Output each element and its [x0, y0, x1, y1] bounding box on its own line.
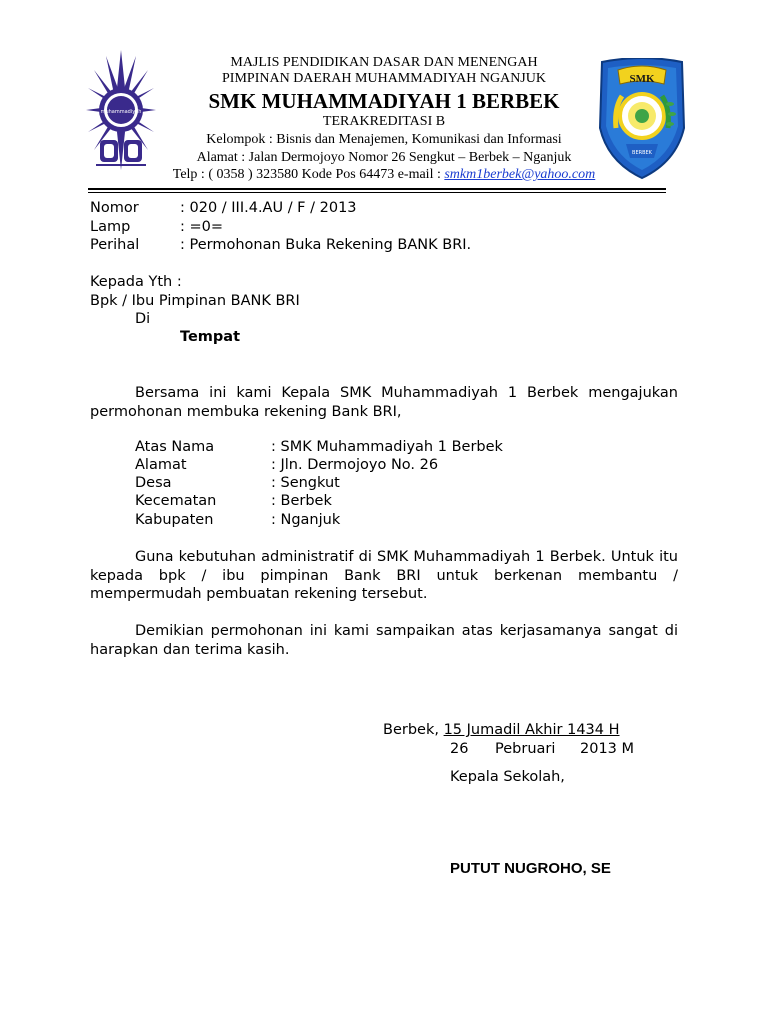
- detail-village-label: Desa: [135, 475, 172, 491]
- school-address: Alamat : Jalan Dermojoyo Nomor 26 Sengkut – Berbek – Nganjuk: [196, 150, 572, 165]
- paragraph-closing: [90, 622, 678, 659]
- detail-district-label: Kecematan: [135, 493, 217, 509]
- school-email-link[interactable]: smkm1berbek@yahoo.com: [444, 167, 596, 182]
- detail-regency-value: : Nganjuk: [271, 512, 341, 528]
- meta-subject-value: : Permohonan Buka Rekening BANK BRI.: [180, 237, 472, 253]
- signature-position: Kepala Sekolah,: [450, 769, 565, 785]
- school-phone: Telp : ( 0358 ) 323580 Kode Pos 64473 e-mail :: [172, 167, 445, 182]
- signature-name: PUTUT NUGROHO, SE: [450, 860, 611, 877]
- paragraph-purpose: [90, 548, 678, 604]
- signature-year: 2013 M: [580, 741, 635, 757]
- meta-attachment-value: : =0=: [180, 219, 224, 235]
- logo-inner-text: muhammadiyah: [100, 109, 142, 115]
- berbek-logo-text: BERBEK: [632, 150, 652, 156]
- school-name: SMK MUHAMMADIYAH 1 BERBEK: [208, 89, 560, 113]
- smk-logo-text: SMK: [629, 73, 655, 85]
- detail-name-value: : SMK Muhammadiyah 1 Berbek: [271, 439, 503, 455]
- signature-place-date: [383, 722, 620, 738]
- paragraph-intro: [90, 384, 678, 421]
- header-divider-thick: [88, 188, 666, 190]
- signature-month: Pebruari: [495, 741, 556, 757]
- recipient-at: Di: [135, 311, 151, 327]
- school-group: Kelompok : Bisnis dan Menajemen, Komunikasi dan Informasi: [206, 132, 562, 147]
- detail-address-value: : Jln. Dermojoyo No. 26: [271, 457, 439, 473]
- detail-village-value: : Sengkut: [271, 475, 340, 491]
- paragraph-purpose-text: Guna kebutuhan administratif di SMK Muhammadiyah 1 Berbek. Untuk itu kepada bpk / ibu pimpinan Bank BRI untuk berkenan membantu / mempermudah pembuatan rekening tersebut.: [90, 549, 678, 602]
- detail-regency-label: Kabupaten: [135, 512, 214, 528]
- detail-address-label: Alamat: [135, 457, 187, 473]
- detail-name-label: Atas Nama: [135, 439, 215, 455]
- meta-number-value: : 020 / III.4.AU / F / 2013: [180, 200, 357, 216]
- letterhead-line2: PIMPINAN DAERAH MUHAMMADIYAH NGANJUK: [222, 71, 546, 86]
- signature-day: 26: [450, 741, 469, 757]
- meta-subject-label: Perihal: [90, 237, 140, 253]
- signature-place: Berbek,: [383, 722, 444, 738]
- signature-hijri-date: 15 Jumadil Akhir 1434 H: [443, 722, 620, 738]
- meta-number-label: Nomor: [90, 200, 139, 216]
- recipient-name: Bpk / Ibu Pimpinan BANK BRI: [90, 293, 300, 309]
- detail-district-value: : Berbek: [271, 493, 332, 509]
- paragraph-intro-text: Bersama ini kami Kepala SMK Muhammadiyah 1 Berbek mengajukan permohonan membuka rekening Bank BRI,: [90, 385, 678, 420]
- paragraph-closing-text: Demikian permohonan ini kami sampaikan atas kerjasamanya sangat di harapkan dan terima kasih.: [90, 623, 678, 658]
- school-contact: [0, 167, 768, 183]
- recipient-place: Tempat: [180, 329, 241, 345]
- meta-attachment-label: Lamp: [90, 219, 131, 235]
- accreditation: TERAKREDITASI B: [322, 114, 446, 129]
- recipient-greeting: Kepada Yth :: [90, 274, 182, 290]
- letterhead-line1: MAJLIS PENDIDIKAN DASAR DAN MENENGAH: [230, 55, 538, 70]
- header-divider-thin: [88, 192, 666, 193]
